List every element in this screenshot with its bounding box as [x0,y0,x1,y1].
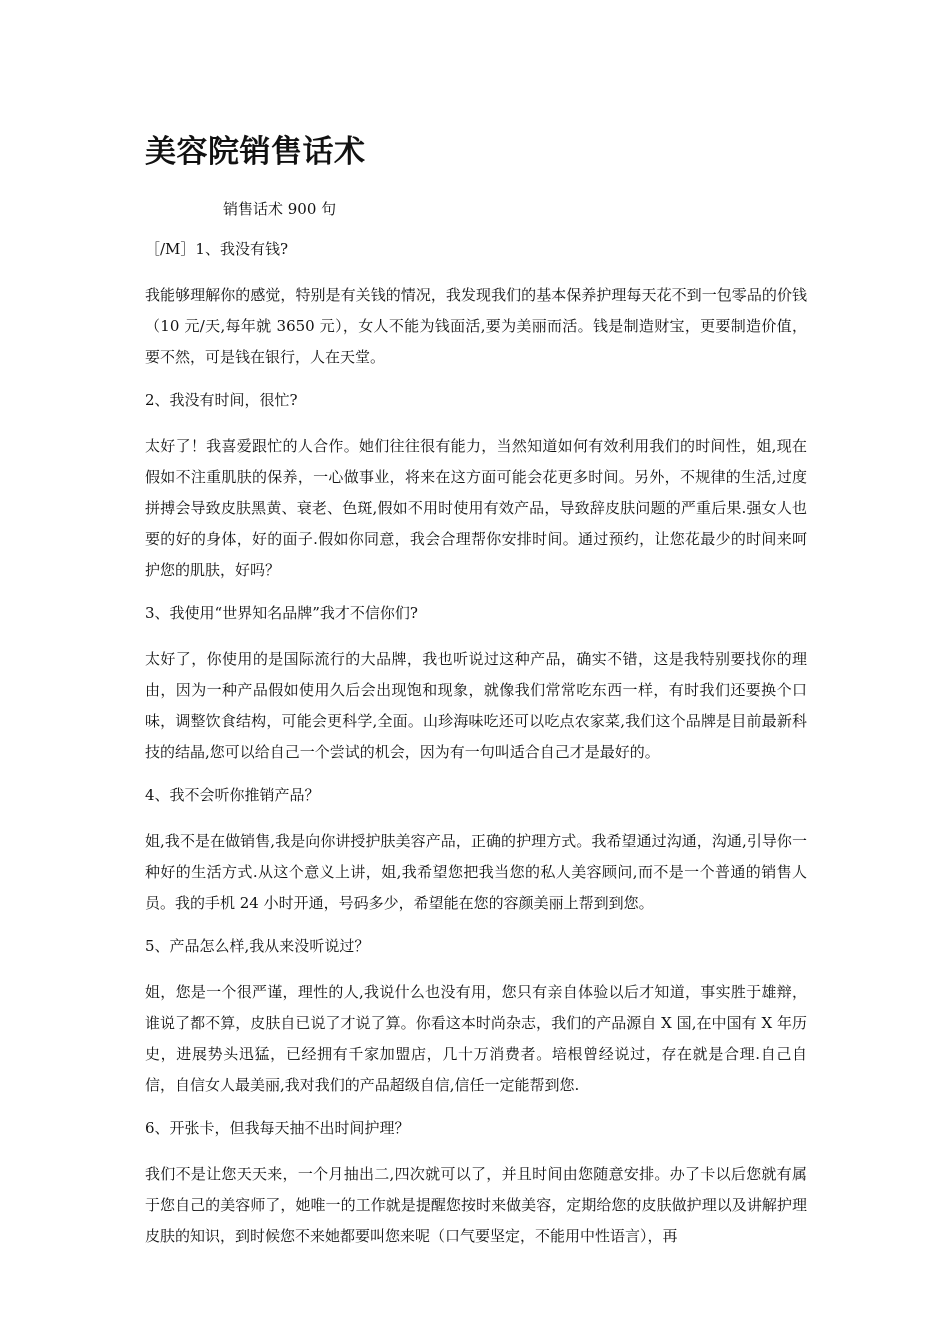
document-body [145,128,807,1266]
answer-2: 太好了！我喜爱跟忙的人合作。她们往往很有能力，当然知道如何有效利用我们的时间性，姐,现在假如不注重肌肤的保养，一心做事业，将来在这方面可能会花更多时间。另外，不规律的生活,过度拼搏会导致皮肤黑黄、衰老、色斑,假如不用时使用有效产品，导致辞皮肤问题的严重后果.强女人也要的好的身体，好的面子.假如你同意，我会合理帮你安排时间。通过预约，让您花最少的时间来呵护您的肌肤，好吗？ [145,437,807,579]
answer-1: 我能够理解你的感觉，特别是有关钱的情况，我发现我们的基本保养护理每天花不到一包零品的价钱（10 元/天,每年就 3650 元），女人不能为钱面活,要为美丽而活。钱是制造财宝，更要制造价值，要不然，可是钱在银行，人在天堂。 [145,286,807,366]
question-4: 4、我不会听你推销产品？ [145,786,320,804]
answer-6: 我们不是让您天天来，一个月抽出二,四次就可以了，并且时间由您随意安排。办了卡以后您就有属于您自己的美容师了，她唯一的工作就是提醒您按时来做美容，定期给您的皮肤做护理以及讲解护理皮肤的知识，到时候您不来她都要叫您来呢（口气要坚定，不能用中性语言），再 [145,1165,807,1245]
document-subtitle: 销售话术 900 句 [223,200,337,218]
question-1: ［/M］1、我没有钱? [145,240,288,258]
question-6: 6、开张卡，但我每天抽不出时间护理？ [145,1119,410,1137]
answer-3: 太好了，你使用的是国际流行的大品牌，我也听说过这种产品，确实不错，这是我特别要找你的理由，因为一种产品假如使用久后会出现饱和现象，就像我们常常吃东西一样，有时我们还要换个口味，调整饮食结构，可能会更科学,全面。山珍海味吃还可以吃点农家菜,我们这个品牌是目前最新科技的结晶,您可以给自己一个尝试的机会，因为有一句叫适合自己才是最好的。 [145,650,807,761]
answer-4: 姐,我不是在做销售,我是向你讲授护肤美容产品，正确的护理方式。我希望通过沟通，沟通,引导你一种好的生活方式.从这个意义上讲，姐,我希望您把我当您的私人美容顾问,而不是一个普通的销售人员。我的手机 24 小时开通，号码多少，希望能在您的容颜美丽上帮到到您。 [145,832,807,912]
document-title: 美容院销售话术 [145,134,366,170]
answer-5: 姐，您是一个很严谨，理性的人,我说什么也没有用，您只有亲自体验以后才知道，事实胜于雄辩，谁说了都不算，皮肤自已说了才说了算。你看这本时尚杂志，我们的产品源自 X 国,在中国有 X 年历史，进展势头迅猛，已经拥有千家加盟店，几十万消费者。培根曾经说过，存在就是合理.自己自信，自信女人最美丽,我对我们的产品超级自信,信任一定能帮到您. [145,983,807,1094]
question-2: 2、我没有时间，很忙? [145,391,298,409]
question-3: 3、我使用“世界知名品牌”我才不信你们? [145,604,418,622]
question-5: 5、产品怎么样,我从来没听说过？ [145,937,370,955]
